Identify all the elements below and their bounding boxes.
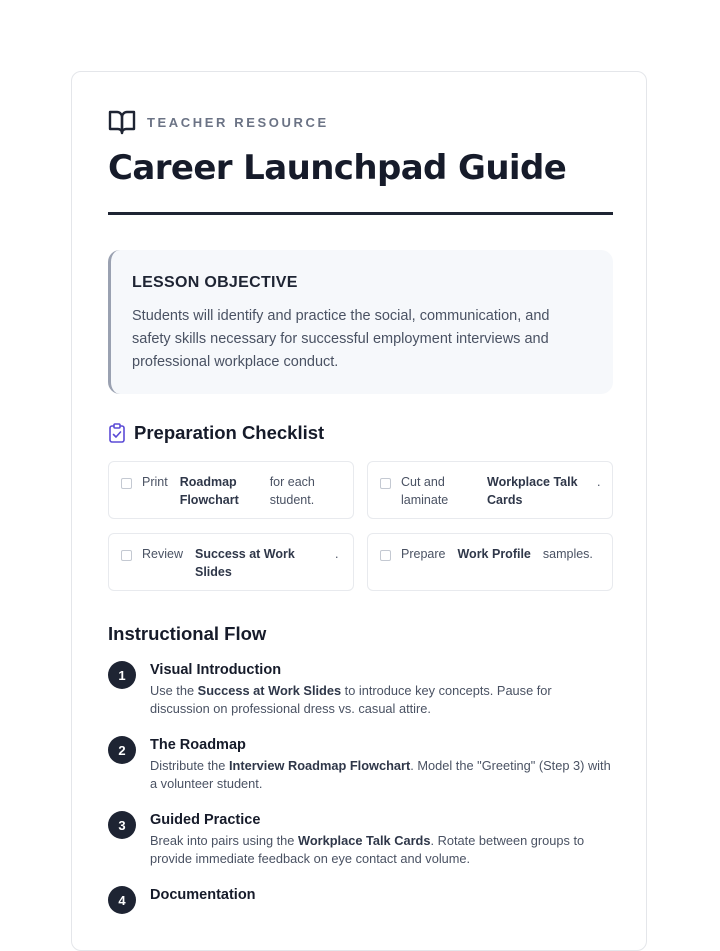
step-number: 1 <box>108 661 136 689</box>
title-divider <box>108 212 613 215</box>
eyebrow <box>108 108 613 136</box>
item-text: samples. <box>542 547 593 561</box>
book-open-icon <box>108 109 136 135</box>
checklist-header <box>108 422 613 444</box>
checklist-heading: Preparation Checklist <box>134 422 325 443</box>
page-title: Career Launchpad Guide <box>108 148 567 188</box>
step-title: Visual Introduction <box>150 662 282 678</box>
lesson-objective <box>108 250 613 394</box>
item-text: Prepare <box>401 547 446 561</box>
item-text: . <box>597 475 601 489</box>
checkbox[interactable] <box>380 550 391 561</box>
objective-text: Students will identify and practice the social, communication, and safety skills necessary for successful employment interviews and professional workplace conduct. <box>132 308 550 370</box>
resource-card <box>71 71 647 951</box>
step-number: 3 <box>108 811 136 839</box>
objective-heading: LESSON OBJECTIVE <box>132 274 298 291</box>
checklist-item[interactable] <box>367 461 613 519</box>
step-text: Distribute the Interview Roadmap Flowchart. Model the "Greeting" (Step 3) with a volunteer student. <box>150 758 611 791</box>
flow-step <box>108 811 613 868</box>
item-resource: Workplace Talk Cards <box>487 475 578 507</box>
item-text: for each student. <box>269 475 315 507</box>
card-content <box>108 108 613 914</box>
flow-step <box>108 736 613 793</box>
step-title: Guided Practice <box>150 812 261 828</box>
step-text: Use the Success at Work Slides to introduce key concepts. Pause for discussion on professional dress vs. casual attire. <box>150 683 552 716</box>
step-text: Break into pairs using the Workplace Talk Cards. Rotate between groups to provide immediate feedback on eye contact and volume. <box>150 833 585 866</box>
item-resource: Work Profile <box>457 547 531 561</box>
item-text: Review <box>142 547 183 561</box>
checklist-item[interactable] <box>367 533 613 591</box>
flow-step <box>108 886 613 914</box>
checkbox[interactable] <box>121 550 132 561</box>
flow-step <box>108 661 613 718</box>
step-number: 4 <box>108 886 136 914</box>
eyebrow-label: TEACHER RESOURCE <box>147 114 329 130</box>
flow-steps <box>108 661 613 914</box>
clipboard-check-icon <box>108 423 126 443</box>
checklist-item[interactable] <box>108 533 354 591</box>
item-text: . <box>335 547 339 561</box>
step-number: 2 <box>108 736 136 764</box>
checkbox[interactable] <box>121 478 132 489</box>
checklist-item[interactable] <box>108 461 354 519</box>
item-text: Print <box>142 475 168 489</box>
checklist-grid <box>108 461 613 591</box>
item-resource: Roadmap Flowchart <box>179 475 239 507</box>
step-title: Documentation <box>150 887 256 903</box>
flow-heading: Instructional Flow <box>108 623 267 644</box>
checkbox[interactable] <box>380 478 391 489</box>
step-title: The Roadmap <box>150 737 246 753</box>
item-resource: Success at Work Slides <box>195 547 295 579</box>
item-text: Cut and laminate <box>401 475 449 507</box>
